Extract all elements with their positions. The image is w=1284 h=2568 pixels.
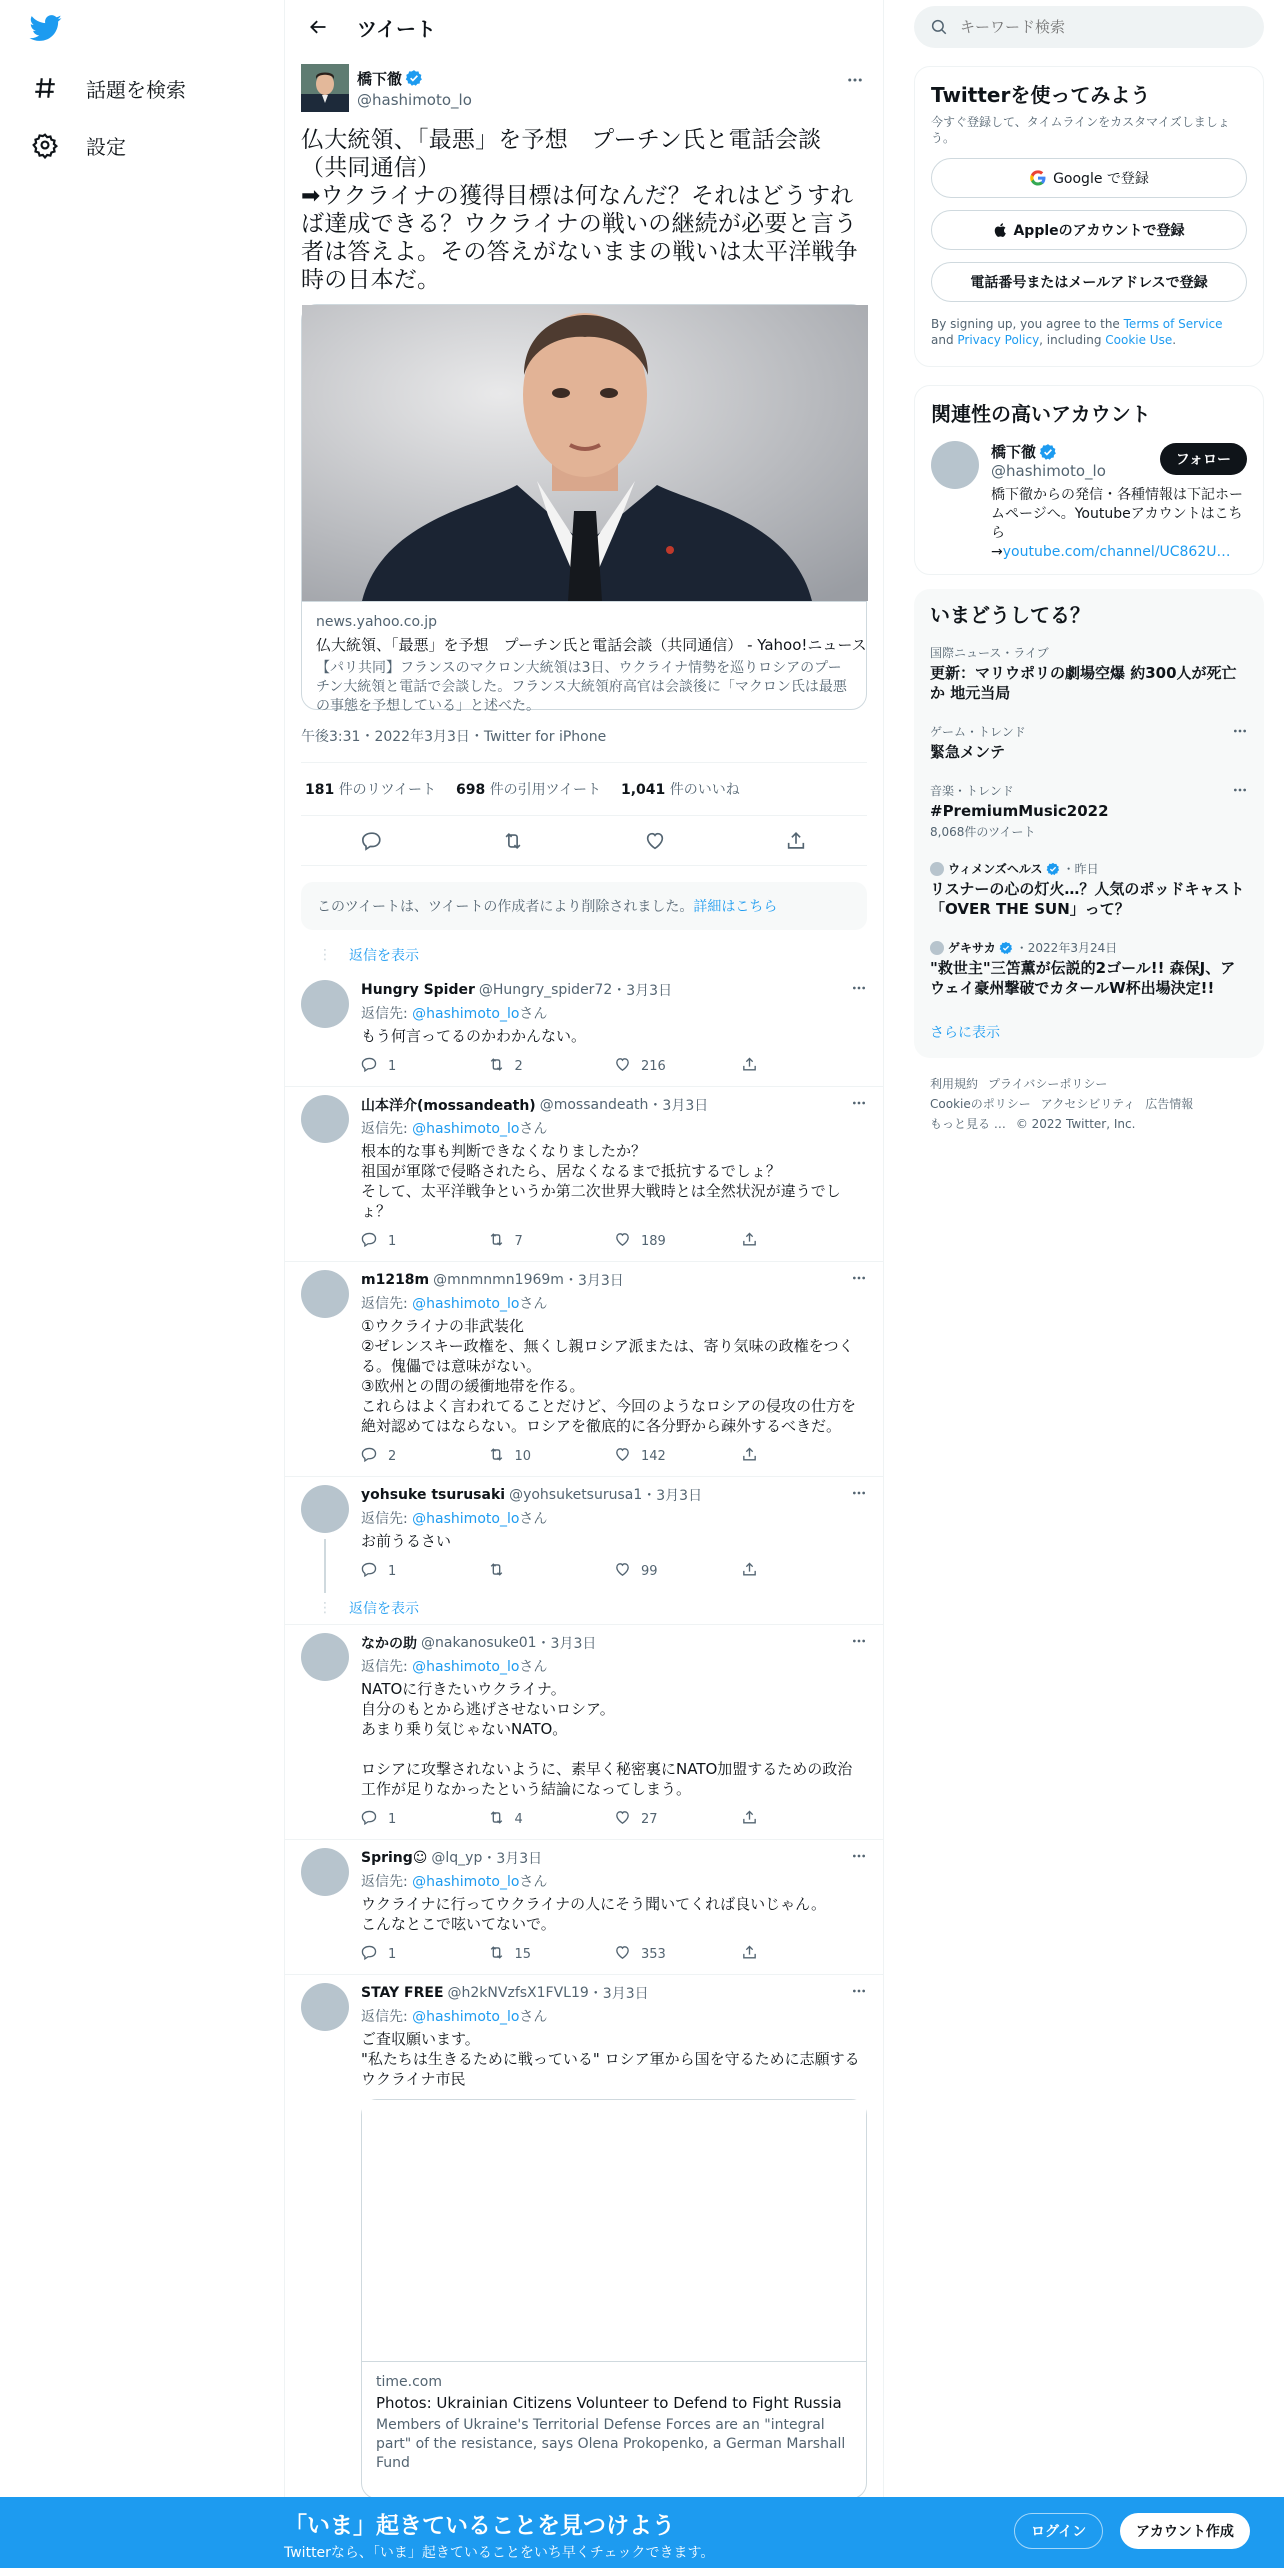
related-bio xyxy=(991,486,1247,562)
terms-prefix: By signing up, you agree to the xyxy=(931,317,1124,331)
more-icon[interactable] xyxy=(1232,782,1248,802)
banner-title: 「いま」起きていることを見つけよう xyxy=(284,2513,675,2539)
retweet-icon xyxy=(488,1231,515,1252)
share-button[interactable] xyxy=(741,1561,868,1582)
search-input[interactable] xyxy=(960,18,1220,36)
retweet-icon xyxy=(488,1056,515,1077)
gear-icon xyxy=(30,130,60,160)
separator-dot: ・ xyxy=(612,983,627,999)
reply-button[interactable] xyxy=(361,1446,488,1467)
like-button[interactable] xyxy=(614,1561,741,1582)
trend-title: 緊急メンテ xyxy=(930,743,1006,761)
thread-dots: ⋮ xyxy=(318,1599,332,1616)
reply-to-link[interactable]: @hashimoto_lo xyxy=(412,1006,520,1022)
reply-to-suffix: さん xyxy=(519,1511,548,1527)
retweet-count: 10 xyxy=(514,1448,532,1464)
share-button[interactable] xyxy=(741,1231,868,1252)
reply-to-prefix: 返信先: xyxy=(361,1006,413,1022)
retweet-button[interactable] xyxy=(488,1231,615,1252)
footer xyxy=(914,1058,1264,1150)
avatar[interactable] xyxy=(301,1848,349,1896)
footer-link-terms[interactable]: 利用規約 xyxy=(930,1077,979,1091)
deleted-notice-text: このツイートは、ツイートの作成者により削除されました。 xyxy=(317,899,694,915)
retweet-icon xyxy=(488,1944,515,1965)
retweet-button[interactable] xyxy=(488,1056,615,1077)
share-icon xyxy=(741,1944,768,1965)
like-icon[interactable] xyxy=(637,823,673,859)
reply-count: 1 xyxy=(388,1233,397,1249)
reply-date[interactable]: 3月3日 xyxy=(602,1986,649,2002)
news-time: 2022年3月24日 xyxy=(1027,941,1118,955)
like-count: 27 xyxy=(641,1811,658,1827)
like-icon xyxy=(614,1056,641,1077)
reply-actions xyxy=(361,1944,867,1964)
author-avatar[interactable] xyxy=(301,64,349,112)
terms-and: and xyxy=(931,333,958,347)
learn-more-link[interactable]: 詳細はこちら xyxy=(693,899,778,915)
like-count: 99 xyxy=(641,1563,658,1579)
apple-signup-label: Appleのアカウントで登録 xyxy=(1013,223,1185,239)
avatar[interactable] xyxy=(301,1095,349,1143)
reply-actions xyxy=(361,1809,867,1829)
reply-author-handle[interactable]: @mossandeath xyxy=(539,1097,649,1113)
trend-item[interactable] xyxy=(914,772,1264,850)
avatar[interactable] xyxy=(301,980,349,1028)
search-bar[interactable] xyxy=(914,6,1264,48)
like-icon xyxy=(614,1446,641,1467)
left-navigation xyxy=(0,0,284,2568)
reply-to-line xyxy=(361,1508,867,1528)
verified-badge-icon xyxy=(1046,862,1060,876)
like-button[interactable] xyxy=(614,1944,741,1965)
like-count: 142 xyxy=(641,1448,666,1464)
page-title: ツイート xyxy=(357,16,436,41)
trend-context: ゲーム・トレンド xyxy=(930,725,1026,739)
apple-signup-button[interactable] xyxy=(931,210,1247,250)
verified-badge-icon xyxy=(999,941,1013,955)
link-card[interactable] xyxy=(361,2099,867,2499)
reply-author-name[interactable]: Spring☺ xyxy=(361,1850,428,1866)
author-name[interactable]: 橋下徹 xyxy=(357,69,403,88)
reply-text: NATOに行きたいウクライナ。 自分のもとから逃げさせないロシア。 あまり乗り気じゃないNATO。 ロシアに攻撃されないように、素早く秘密裏にNATO加盟するための政治工作が足りなかったという結論になってしまう。 xyxy=(361,1680,853,1798)
hashtag-icon xyxy=(30,73,60,103)
terms-link[interactable]: Terms of Service xyxy=(1123,317,1223,331)
reply-author-handle[interactable]: @h2kNVzfsX1FVL19 xyxy=(447,1985,589,2001)
related-account[interactable] xyxy=(915,433,1263,574)
more-icon[interactable] xyxy=(851,1095,867,1115)
reply-to-link[interactable]: @hashimoto_lo xyxy=(412,2009,520,2025)
footer-link-privacy[interactable]: プライバシーポリシー xyxy=(988,1077,1108,1091)
reply-author-name[interactable]: Hungry Spider xyxy=(361,982,475,998)
tweet-timestamp[interactable]: 午後3:31・2022年3月3日・Twitter for iPhone xyxy=(301,710,867,763)
reply-icon xyxy=(361,1446,388,1467)
footer-link-ads[interactable]: 広告情報 xyxy=(1145,1097,1194,1111)
like-button[interactable] xyxy=(614,1809,741,1830)
reply-date[interactable]: 3月3日 xyxy=(656,1488,703,1504)
share-button[interactable] xyxy=(741,1944,868,1965)
signup-terms xyxy=(915,302,1263,360)
avatar[interactable] xyxy=(301,1485,349,1533)
related-name[interactable]: 橋下徹 xyxy=(991,443,1037,461)
reply-author-name[interactable]: 山本洋介(mossandeath) xyxy=(361,1098,536,1114)
retweet-count: 2 xyxy=(514,1058,523,1074)
signup-subtitle: 今すぐ登録して、タイムラインをカスタマイズしましょう。 xyxy=(931,115,1230,145)
nav-explore[interactable] xyxy=(30,68,186,108)
retweet-count[interactable]: 181 件のリツイート xyxy=(305,782,436,798)
reply-text: ご査収願います。 "私たちは生きるために戦っている" ロシア軍から国を守るために志願するウクライナ市民 xyxy=(361,2030,860,2088)
trend-title: 更新：マリウポリの劇場空爆 約300人が死亡か 地元当局 xyxy=(930,664,1237,702)
reply-to-line xyxy=(361,1871,867,1891)
reply-to-prefix: 返信先: xyxy=(361,1659,413,1675)
reply-author-handle[interactable]: @nakanosuke01 xyxy=(421,1635,537,1651)
related-bio-text: 橋下徹からの発信・各種情報は下記ホームページへ。Youtubeアカウントはこちら → xyxy=(991,487,1243,560)
reply-to-line xyxy=(361,1003,867,1023)
like-count[interactable]: 1,041 件のいいね xyxy=(621,782,740,798)
reply-count: 1 xyxy=(388,1058,397,1074)
card-image xyxy=(302,305,866,601)
more-icon[interactable] xyxy=(843,68,867,92)
reply-date[interactable]: 3月3日 xyxy=(626,983,673,999)
card-domain: news.yahoo.co.jp xyxy=(316,614,437,630)
signup-title: Twitterを使ってみよう xyxy=(931,83,1151,107)
reply-to-prefix: 返信先: xyxy=(361,2009,413,2025)
reply-author-handle[interactable]: @mnmnmn1969m xyxy=(433,1272,564,1288)
like-icon xyxy=(614,1231,641,1252)
reply-to-line xyxy=(361,1118,867,1138)
like-count: 189 xyxy=(641,1233,666,1249)
reply-to-line xyxy=(361,1293,867,1313)
reply-text: ①ウクライナの非武装化 ②ゼレンスキー政権を、無くし親ロシア派または、寄り気味の政権をつくる。傀儡では意味がない。 ③欧州との間の緩衝地帯を作る。 これらはよく言われてることだけど、今回のようなロシアの侵攻の仕方を絶対認めてはならない。ロシアを徹底的に各分野から疎外するべきだ。 xyxy=(361,1317,857,1435)
reply-button[interactable] xyxy=(361,1056,488,1077)
retweet-button[interactable] xyxy=(488,1944,615,1965)
reply-count: 1 xyxy=(388,1811,397,1827)
like-button[interactable] xyxy=(614,1056,741,1077)
verified-badge-icon xyxy=(1039,443,1057,461)
show-replies-label[interactable]: 返信を表示 xyxy=(349,948,419,964)
reply-text: お前うるさい xyxy=(361,1532,452,1550)
reply-author-name[interactable]: STAY FREE xyxy=(361,1985,444,2001)
share-button[interactable] xyxy=(741,1056,868,1077)
news-source: ウィメンズヘルス xyxy=(948,862,1043,876)
retweet-icon xyxy=(488,1446,515,1467)
reply-icon xyxy=(361,1231,388,1252)
reply-text: もう何言ってるのかわかんない。 xyxy=(361,1027,587,1045)
follow-button[interactable]: フォロー xyxy=(1160,443,1247,475)
tweet-actions xyxy=(301,816,867,866)
share-icon xyxy=(741,1809,768,1830)
share-button[interactable] xyxy=(741,1809,868,1830)
retweet-count: 4 xyxy=(514,1811,523,1827)
reply-button[interactable] xyxy=(361,1944,488,1965)
avatar[interactable] xyxy=(301,1633,349,1681)
news-item[interactable]: ゲキサカ ・ 2022年3月24日 "救世主"三笘薫が伝説的2ゴール!! 森保J、アウェイ豪州撃破でカタールW杯出場決定!! xyxy=(914,929,1264,1008)
reply-to-link[interactable]: @hashimoto_lo xyxy=(412,1874,520,1890)
retweet-icon xyxy=(488,1809,515,1830)
share-button[interactable] xyxy=(741,1446,868,1467)
trend-count: 8,068件のツイート xyxy=(930,825,1036,839)
terms-period: . xyxy=(1172,333,1177,347)
share-icon[interactable] xyxy=(778,823,814,859)
terms-including: , including xyxy=(1039,333,1106,347)
deleted-tweet-notice xyxy=(301,882,867,930)
search-icon xyxy=(930,18,948,36)
separator-dot: ・ xyxy=(536,1636,551,1652)
reply-to-link[interactable]: @hashimoto_lo xyxy=(412,1121,520,1137)
google-signup-button[interactable] xyxy=(931,158,1247,198)
reply-to-suffix: さん xyxy=(519,2009,548,2025)
show-replies-label[interactable]: 返信を表示 xyxy=(349,1600,419,1617)
tweet-stats xyxy=(301,763,867,816)
card-title: Photos: Ukrainian Citizens Volunteer to Defend to Fight Russia xyxy=(376,2394,842,2412)
reply-to-suffix: さん xyxy=(519,1121,548,1137)
link-card[interactable] xyxy=(301,304,867,714)
signup-panel xyxy=(914,66,1264,367)
show-more-link[interactable]: さらに表示 xyxy=(930,1025,1000,1041)
reply-count: 1 xyxy=(388,1946,397,1962)
tweet-column xyxy=(284,0,884,2568)
reply-tweet[interactable] xyxy=(285,1975,883,2510)
more-icon[interactable] xyxy=(1232,723,1248,743)
trends-panel xyxy=(914,589,1264,1058)
signup-banner xyxy=(0,2497,1284,2568)
retweet-button[interactable] xyxy=(488,1446,615,1467)
reply-actions xyxy=(361,1446,867,1466)
reply-date[interactable]: 3月3日 xyxy=(577,1273,624,1289)
reply-tweet[interactable] xyxy=(285,1840,883,1975)
reply-text: 根本的な事も判断できなくなりましたか？ 祖国が軍隊で侵略されたら、居なくなるまで抵抗するでしょ？ そして、太平洋戦争というか第二次世界大戦時とは全然状況が違うでしょ？ xyxy=(361,1142,841,1220)
like-icon xyxy=(614,1809,641,1830)
reply-actions xyxy=(361,1231,867,1251)
verified-badge-icon xyxy=(405,69,423,87)
privacy-link[interactable]: Privacy Policy xyxy=(957,333,1040,347)
retweet-button[interactable] xyxy=(488,1809,615,1830)
google-signup-label: Google で登録 xyxy=(1053,171,1149,187)
reply-actions xyxy=(361,1561,867,1581)
more-icon[interactable] xyxy=(851,1983,867,2003)
retweet-icon[interactable] xyxy=(495,823,531,859)
like-count: 353 xyxy=(641,1946,666,1962)
tweet-text: 仏大統領、「最悪」を予想 プーチン氏と電話会談（共同通信） ➡ウクライナの獲得目標は何なんだ？それはどうすれば達成できる？ウクライナの戦いの継続が必要と言う者は答えよ。その答えがないままの戦いは太平洋戦争時の日本だ。 xyxy=(301,127,858,293)
separator-dot: ・ xyxy=(482,1851,497,1867)
like-icon xyxy=(614,1561,641,1582)
source-avatar xyxy=(930,862,944,876)
reply-to-prefix: 返信先: xyxy=(361,1296,413,1312)
reply-to-link[interactable]: @hashimoto_lo xyxy=(412,1296,520,1312)
reply-date[interactable]: 3月3日 xyxy=(550,1636,597,1652)
separator-dot: ・ xyxy=(642,1488,657,1504)
footer-link-cookie[interactable]: Cookieのポリシー xyxy=(930,1097,1031,1111)
reply-to-prefix: 返信先: xyxy=(361,1121,413,1137)
reply-to-prefix: 返信先: xyxy=(361,1874,413,1890)
back-arrow-icon[interactable] xyxy=(301,10,335,44)
separator-dot: ・ xyxy=(588,1986,603,2002)
avatar[interactable] xyxy=(301,1270,349,1318)
reply-to-link[interactable]: @hashimoto_lo xyxy=(412,1511,520,1527)
retweet-count: 15 xyxy=(514,1946,532,1962)
reply-author-handle[interactable]: @yohsuketsurusa1 xyxy=(509,1487,643,1503)
banner-subtitle: Twitterなら、「いま」起きていることをいち早くチェックできます。 xyxy=(284,2545,715,2561)
phone-signup-label: 電話番号またはメールアドレスで登録 xyxy=(970,275,1208,291)
thread-dots: ⋮ xyxy=(318,947,332,963)
separator-dot: ・ xyxy=(563,1273,578,1289)
share-icon xyxy=(741,1231,768,1252)
retweet-count: 7 xyxy=(514,1233,523,1249)
reply-author-name[interactable]: m1218m xyxy=(361,1272,430,1288)
reply-author-name[interactable]: yohsuke tsurusaki xyxy=(361,1487,506,1503)
source-avatar xyxy=(930,941,944,955)
trend-title: #PremiumMusic2022 xyxy=(930,802,1109,820)
reply-count: 2 xyxy=(388,1448,397,1464)
trend-context: 国際ニュース・ライブ xyxy=(930,646,1049,660)
reply-author-handle[interactable]: @Hungry_spider72 xyxy=(478,982,613,998)
replies-list xyxy=(285,972,883,2510)
reply-tweet[interactable] xyxy=(285,972,883,1087)
reply-to-suffix: さん xyxy=(519,1659,548,1675)
related-avatar[interactable] xyxy=(931,441,979,489)
news-title: リスナーの心の灯火…？人気のポッドキャスト「OVER THE SUN」って？ xyxy=(930,880,1245,918)
reply-date[interactable]: 3月3日 xyxy=(496,1851,543,1867)
reply-button[interactable] xyxy=(361,1561,488,1582)
main-tweet xyxy=(285,54,883,866)
card-image xyxy=(362,2100,866,2362)
footer-link-more[interactable]: もっと見る … xyxy=(930,1117,1006,1131)
reply-tweet[interactable] xyxy=(285,1087,883,1262)
reply-icon xyxy=(361,1944,388,1965)
more-icon[interactable] xyxy=(851,1485,867,1505)
tweet-header xyxy=(285,0,883,54)
login-button[interactable]: ログイン xyxy=(1014,2513,1103,2549)
trend-item[interactable] xyxy=(914,634,1264,713)
reply-to-suffix: さん xyxy=(519,1006,548,1022)
separator-dot: ・ xyxy=(648,1098,663,1114)
reply-tweet[interactable] xyxy=(285,1477,883,1591)
share-icon xyxy=(741,1056,768,1077)
reply-to-line xyxy=(361,1656,867,1676)
footer-copyright: © 2022 Twitter, Inc. xyxy=(1015,1117,1136,1131)
card-description: Members of Ukraine's Territorial Defense Forces are an "integral part" of the resistance, says Olena Prokopenko, a German Marshall Fund xyxy=(376,2417,846,2471)
like-button[interactable] xyxy=(614,1446,741,1467)
reply-button[interactable] xyxy=(361,1809,488,1830)
trend-context: 音楽・トレンド xyxy=(930,784,1014,798)
retweet-button[interactable] xyxy=(488,1561,615,1582)
reply-count: 1 xyxy=(388,1563,397,1579)
related-title: 関連性の高いアカウント xyxy=(931,402,1151,426)
twitter-bird-icon[interactable] xyxy=(30,12,70,52)
reply-icon[interactable] xyxy=(354,823,390,859)
reply-to-suffix: さん xyxy=(519,1874,548,1890)
reply-button[interactable] xyxy=(361,1231,488,1252)
like-count: 216 xyxy=(641,1058,666,1074)
reply-author-handle[interactable]: @lq_yp xyxy=(431,1850,483,1866)
card-title: 仏大統領、「最悪」を予想 プーチン氏と電話会談（共同通信） - Yahoo!ニュース xyxy=(316,636,867,654)
more-icon[interactable] xyxy=(851,980,867,1000)
reply-to-prefix: 返信先: xyxy=(361,1511,413,1527)
author-handle[interactable]: @hashimoto_lo xyxy=(357,90,472,109)
cookie-link[interactable]: Cookie Use xyxy=(1105,333,1173,347)
show-replies[interactable] xyxy=(285,938,883,972)
reply-icon xyxy=(361,1056,388,1077)
right-sidebar xyxy=(914,0,1264,1150)
avatar[interactable] xyxy=(301,1983,349,2031)
card-domain: time.com xyxy=(376,2374,442,2390)
show-replies[interactable] xyxy=(285,1591,883,1625)
more-icon[interactable] xyxy=(851,1633,867,1653)
trends-title: いまどうしてる？ xyxy=(930,603,1090,627)
more-icon[interactable] xyxy=(851,1270,867,1290)
reply-author-name[interactable]: なかの助 xyxy=(361,1636,417,1652)
related-handle: @hashimoto_lo xyxy=(991,462,1106,480)
reply-icon xyxy=(361,1561,388,1582)
like-button[interactable] xyxy=(614,1231,741,1252)
retweet-icon xyxy=(488,1561,515,1582)
reply-to-link[interactable]: @hashimoto_lo xyxy=(412,1659,520,1675)
reply-to-suffix: さん xyxy=(519,1296,548,1312)
news-source: ゲキサカ xyxy=(948,941,996,955)
reply-to-line xyxy=(361,2006,867,2026)
nav-explore-label: 話題を検索 xyxy=(86,77,186,102)
thread-line xyxy=(324,1539,326,1593)
related-accounts-panel xyxy=(914,385,1264,575)
phone-email-signup-button[interactable] xyxy=(931,262,1247,302)
related-bio-link[interactable]: youtube.com/channel/UC862U… xyxy=(1002,544,1231,560)
apple-icon xyxy=(993,222,1009,238)
like-icon xyxy=(614,1944,641,1965)
more-icon[interactable] xyxy=(851,1848,867,1868)
news-title: "救世主"三笘薫が伝説的2ゴール!! 森保J、アウェイ豪州撃破でカタールW杯出場決定!! xyxy=(930,959,1236,997)
google-icon xyxy=(1029,169,1047,187)
share-icon xyxy=(741,1446,768,1467)
news-item[interactable]: ウィメンズヘルス ・ 昨日 リスナーの心の灯火…？人気のポッドキャスト「OVER THE SUN」って？ xyxy=(914,850,1264,929)
share-icon xyxy=(741,1561,768,1582)
reply-icon xyxy=(361,1809,388,1830)
footer-link-accessibility[interactable]: アクセシビリティ xyxy=(1040,1097,1136,1111)
signup-button[interactable]: アカウント作成 xyxy=(1120,2513,1250,2549)
quote-count[interactable]: 698 件の引用ツイート xyxy=(456,782,601,798)
reply-actions xyxy=(361,1056,867,1076)
reply-date[interactable]: 3月3日 xyxy=(662,1098,709,1114)
reply-tweet[interactable] xyxy=(285,1262,883,1477)
nav-settings[interactable] xyxy=(30,125,126,165)
trend-item[interactable] xyxy=(914,713,1264,772)
reply-tweet[interactable] xyxy=(285,1625,883,1840)
news-time: 昨日 xyxy=(1074,862,1099,876)
nav-settings-label: 設定 xyxy=(86,134,126,159)
card-description: 【パリ共同】フランスのマクロン大統領は3日、ウクライナ情勢を巡りロシアのプーチン大統領と電話で会談した。フランス大統領府高官は会談後に「マクロン氏は最悪の事態を予想している」と述べた。 xyxy=(316,660,847,714)
reply-text: ウクライナに行ってウクライナの人にそう聞いてくれば良いじゃん。 こんなとこで呟いてないで。 xyxy=(361,1895,827,1933)
